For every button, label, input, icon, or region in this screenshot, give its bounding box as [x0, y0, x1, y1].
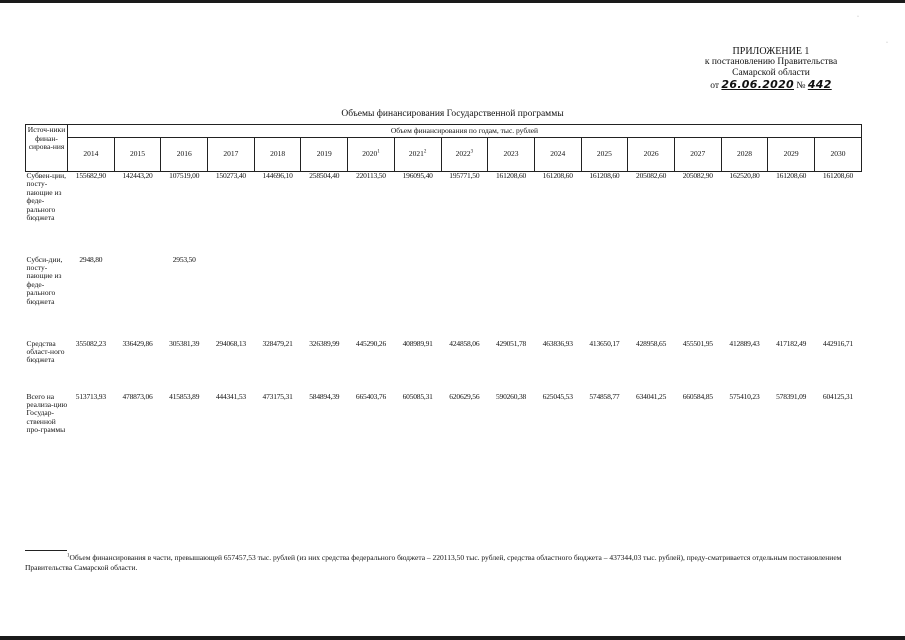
value-cell [674, 256, 721, 340]
value-cell: 408989,91 [402, 338, 433, 348]
value-cell: 355082,23 [75, 338, 106, 348]
value-cell: 513713,93 [75, 391, 106, 401]
value-cell [208, 256, 255, 340]
value-cell: 162520,80 [729, 171, 760, 180]
table-row [26, 256, 862, 340]
value-cell: 625045,53 [542, 391, 573, 401]
year-header [674, 138, 721, 172]
value-cell: 574858,77 [589, 391, 620, 401]
value-cell: 445290,26 [355, 338, 386, 348]
source-cell: Средства област-ного бюджета [26, 338, 65, 365]
value-cell: 205082,60 [636, 171, 667, 180]
value-cell: 620629,56 [449, 391, 480, 401]
value-cell: 258504,40 [309, 171, 340, 180]
value-cell: 326389,99 [309, 338, 340, 348]
value-cell [721, 256, 768, 340]
value-cell: 328479,21 [262, 338, 293, 348]
year-label: 2019 [316, 149, 332, 159]
year-footnote-marker: 1 [377, 149, 380, 155]
value-cell: 604125,31 [822, 391, 853, 401]
value-cell: 107519,00 [169, 171, 200, 180]
year-footnote-marker: 2 [423, 149, 427, 155]
year-header [768, 138, 815, 172]
value-cell [114, 256, 161, 340]
year-label: 2016 [176, 149, 192, 159]
footnote [25, 553, 865, 573]
value-cell: 428958,65 [636, 338, 667, 348]
value-cell: 463836,93 [542, 338, 573, 348]
value-cell: 196095,40 [402, 171, 433, 180]
year-label: 2023 [503, 149, 519, 159]
value-cell: 665403,76 [355, 391, 386, 401]
year-label: 2025 [596, 149, 612, 159]
year-header [301, 138, 348, 172]
value-cell: 336429,86 [122, 338, 153, 348]
value-cell [394, 256, 441, 340]
value-cell: 294068,13 [215, 338, 246, 348]
value-cell: 605085,31 [402, 391, 433, 401]
table-body [26, 172, 862, 483]
table-row [26, 172, 862, 256]
scan-bottom-edge [0, 636, 905, 640]
value-cell: 424858,06 [449, 338, 480, 348]
year-header [208, 138, 255, 172]
footnote-text: Объем финансирования в части, превышающей 657457,53 тыс. рублей (из них средства федерального бюджета – 220113,50 тыс. рублей, средства областного бюджета – 437344,03 тыс. рублей), преду-сматривается отдельным постановлением Правительства Самарской области. [25, 553, 842, 572]
value-cell: 417182,49 [776, 338, 807, 348]
scan-top-edge [0, 0, 905, 3]
year-label: 2017 [223, 149, 239, 159]
year-label: 2027 [690, 149, 706, 159]
scan-speck: · [886, 40, 888, 46]
year-header-row [26, 138, 862, 172]
value-cell: 473175,31 [262, 391, 293, 401]
appendix-title: ПРИЛОЖЕНИЕ 1 [732, 46, 810, 57]
year-label: 2021 [408, 149, 424, 159]
value-cell: 444341,53 [215, 391, 246, 401]
table-row [26, 393, 862, 483]
value-cell: 575410,23 [729, 391, 760, 401]
scan-speck: · [857, 14, 859, 20]
value-cell: 578391,09 [776, 391, 807, 401]
value-cell: 220113,50 [356, 171, 386, 180]
year-label: 2018 [270, 149, 286, 159]
value-cell: 634041,25 [636, 391, 667, 401]
value-cell [441, 256, 488, 340]
handwritten-number: 442 [807, 78, 832, 91]
value-cell: 590260,38 [495, 391, 527, 401]
value-cell: 455501,95 [682, 338, 713, 348]
value-cell: 413650,17 [589, 338, 620, 348]
source-cell: Субвен-ции, посту-пающие из феде-рального бюджета [26, 171, 67, 223]
value-cell: 412889,43 [729, 338, 760, 348]
value-cell [628, 256, 675, 340]
value-cell [534, 256, 581, 340]
appendix-line-2: Самарской области [732, 68, 810, 78]
year-header [628, 138, 675, 172]
value-cell: 442916,71 [822, 338, 853, 348]
year-label: 2020 [362, 149, 378, 159]
date-prefix: от [710, 81, 720, 91]
year-header [254, 138, 301, 172]
appendix-header [671, 46, 871, 92]
document-title: Объемы финансирования Государственной программы [341, 109, 564, 119]
value-cell: 415853,89 [169, 391, 200, 401]
year-label: 2024 [550, 149, 566, 159]
value-cell: 161208,60 [822, 171, 853, 180]
value-cell: 150273,40 [215, 171, 246, 180]
appendix-line-1: к постановлению Правительства [704, 57, 838, 67]
year-header [68, 138, 115, 172]
financing-table [25, 124, 862, 483]
value-cell: 2948,80 [79, 254, 103, 264]
year-header [815, 138, 862, 172]
value-cell: 305381,39 [169, 338, 200, 348]
value-cell: 2953,50 [172, 254, 196, 264]
footnote-marker: 1 [67, 553, 70, 559]
year-header [161, 138, 208, 172]
value-cell: 161208,60 [776, 171, 807, 180]
value-cell: 195771,50 [449, 171, 480, 180]
source-column-header: Источ-ники финан-сирова-ния [26, 125, 68, 172]
value-cell: 161208,60 [495, 171, 527, 180]
year-label: 2015 [130, 149, 146, 159]
year-header [114, 138, 161, 172]
value-cell: 478873,06 [122, 391, 153, 401]
value-cell [301, 256, 348, 340]
value-cell: 161208,60 [589, 171, 620, 180]
year-header [581, 138, 628, 172]
appendix-date-line [671, 79, 871, 92]
year-header [721, 138, 768, 172]
value-cell: 142443,20 [122, 171, 153, 180]
footnote-separator [25, 550, 67, 551]
value-cell: 155682,90 [75, 171, 106, 180]
year-label: 2028 [736, 149, 752, 159]
value-cell [254, 256, 301, 340]
value-cell [348, 256, 395, 340]
year-label: 2022 [455, 149, 471, 159]
value-cell: 144696,10 [262, 171, 293, 180]
year-label: 2029 [783, 149, 799, 159]
handwritten-date: 26.06.2020 [721, 78, 795, 91]
value-cell: 429051,78 [495, 338, 527, 348]
year-footnote-marker: 3 [470, 149, 474, 155]
value-cell: 584894,39 [309, 391, 340, 401]
value-cell [815, 256, 862, 340]
year-header [348, 138, 395, 172]
value-cell: 161208,60 [542, 171, 573, 180]
year-header [441, 138, 488, 172]
number-prefix: № [796, 81, 806, 91]
years-group-header: Объем финансирования по годам, тыс. рублей [68, 125, 862, 138]
value-cell [768, 256, 815, 340]
year-header [394, 138, 441, 172]
source-cell: Субси-дии, посту-пающие из феде-рального бюджета [26, 254, 63, 306]
value-cell [581, 256, 628, 340]
year-label: 2026 [643, 149, 659, 159]
year-label: 2014 [83, 149, 99, 159]
table-row [26, 340, 862, 393]
year-header [534, 138, 581, 172]
value-cell: 660584,85 [682, 391, 713, 401]
value-cell: 205082,90 [682, 171, 713, 180]
year-header [488, 138, 535, 172]
year-label: 2030 [830, 149, 846, 159]
source-cell: Всего на реализа-цию Государ-ственной про-граммы [26, 391, 68, 435]
value-cell [488, 256, 535, 340]
